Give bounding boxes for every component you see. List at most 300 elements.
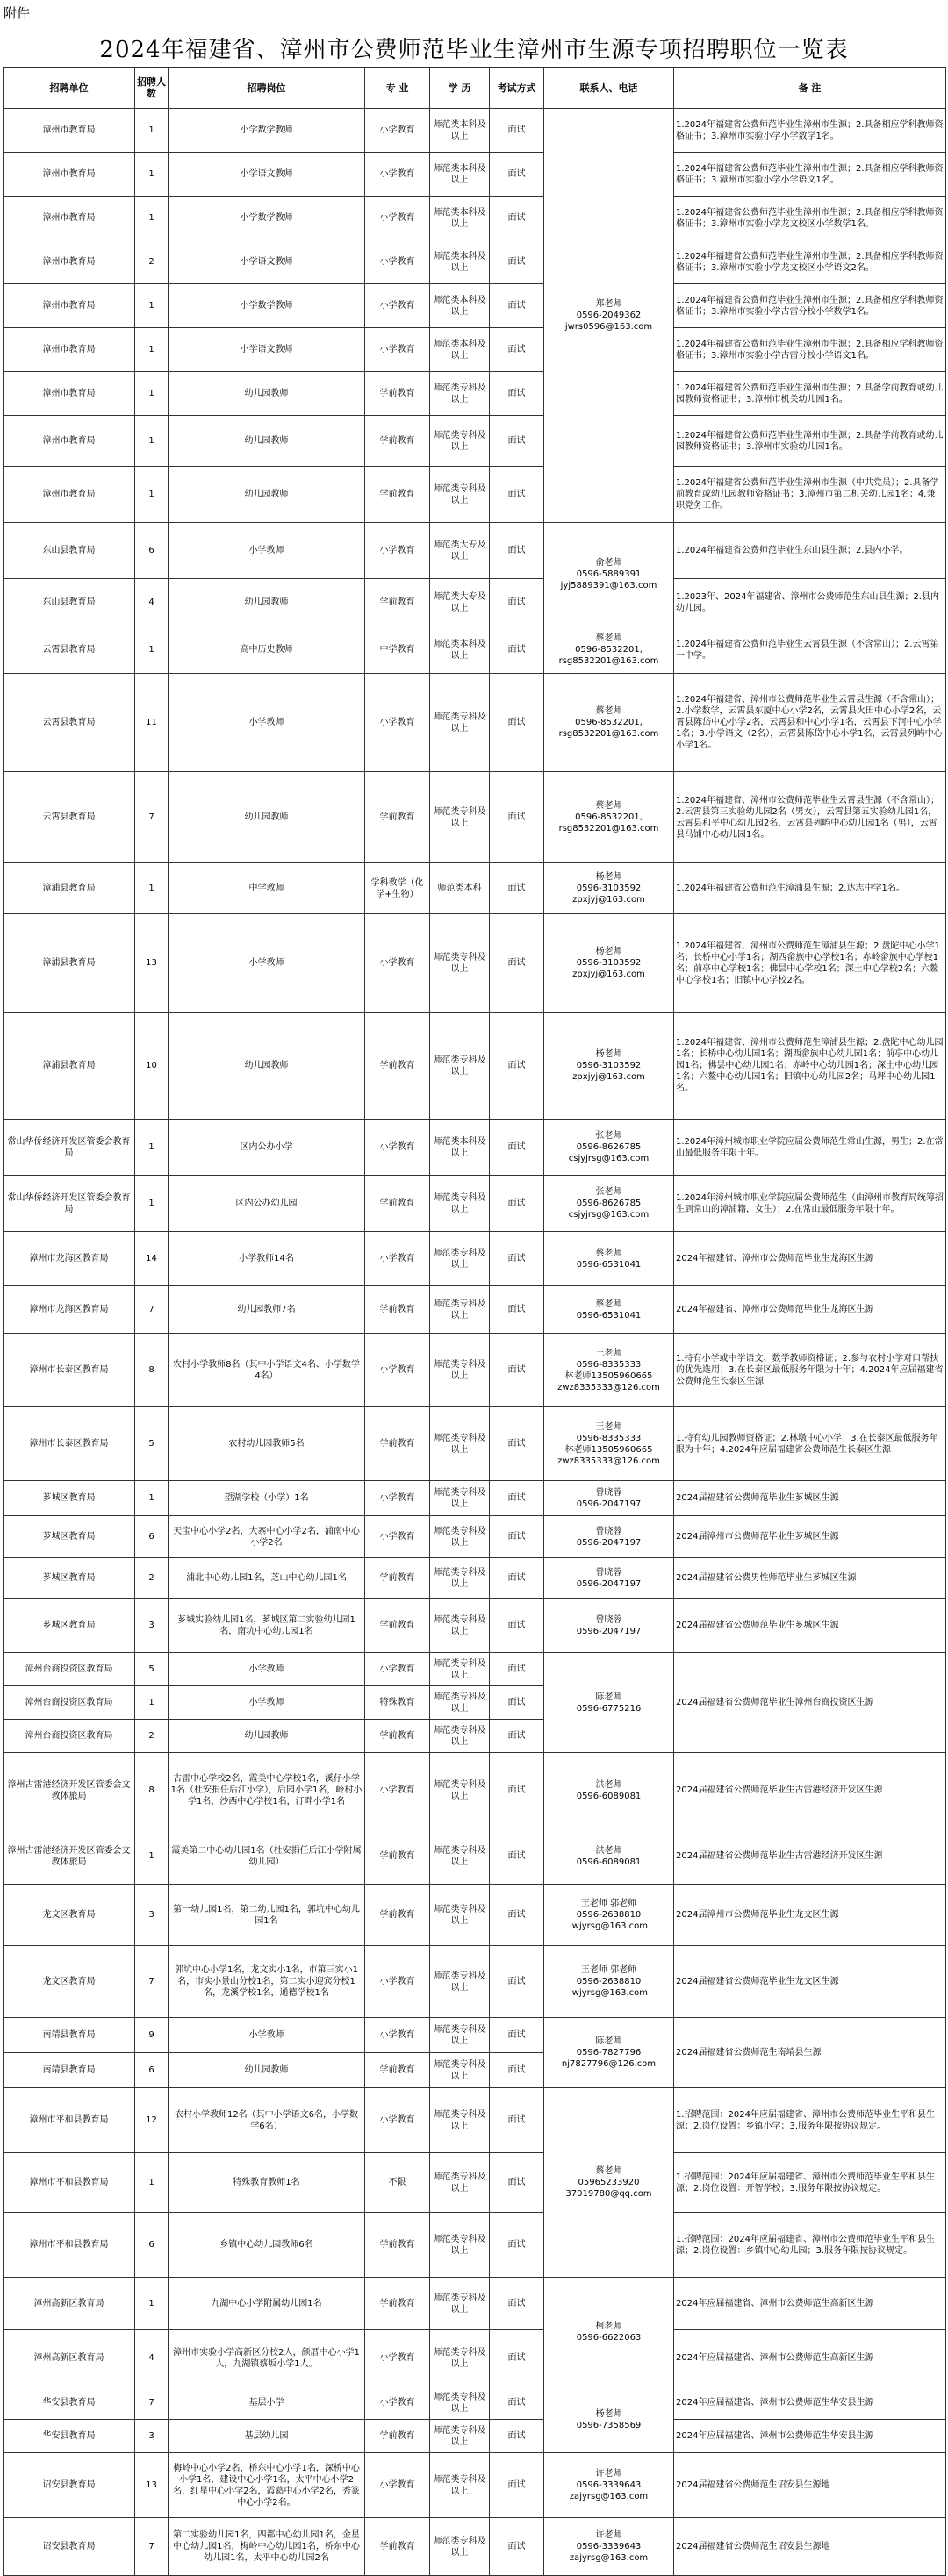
cell-note: 1.持有小学或中学语文、数学教师资格证；2.参与农村小学对口帮扶的优先选用；3.在长泰区最低服务年限为十年；4.2024年应届福建省公费师范生长泰区生源 — [674, 1334, 946, 1407]
cell-unit: 漳州市教育局 — [4, 416, 135, 467]
cell-unit: 漳浦县教育局 — [4, 1013, 135, 1120]
cell-unit: 漳州市教育局 — [4, 109, 135, 153]
cell-education: 师范类专科及以上 — [430, 1753, 490, 1828]
cell-education: 师范类专科及以上 — [430, 2018, 490, 2053]
cell-unit: 漳州市龙海区教育局 — [4, 1286, 135, 1334]
cell-education: 师范类专科及以上 — [430, 416, 490, 467]
cell-contact: 许老师 0596-3339643 zajyrsg@163.com — [544, 2453, 674, 2518]
cell-education: 师范类专科及以上 — [430, 2453, 490, 2518]
cell-note: 1.2024年福建省公费师范毕业生漳州市生源；2.具备相应学科教师资格证书；3.漳州市实验小学古雷分校小学语文1名。 — [674, 328, 946, 372]
cell-unit: 漳州台商投资区教育局 — [4, 1686, 135, 1720]
cell-count: 1 — [135, 153, 169, 197]
cell-note: 1.2024年福建省公费师范毕业生漳州市生源；2.具备相应学科教师资格证书；3.漳州市实验小学小学语文1名。 — [674, 153, 946, 197]
cell-post: 基层幼儿园 — [169, 2420, 365, 2453]
cell-count: 11 — [135, 674, 169, 772]
cell-contact: 俞老师 0596-5889391 jyj5889391@163.com — [544, 523, 674, 626]
cell-major: 小学教育 — [365, 109, 430, 153]
table-row — [4, 240, 946, 284]
table-row — [4, 1232, 946, 1286]
cell-unit: 南靖县教育局 — [4, 2018, 135, 2053]
cell-note: 1.2023年、2024年福建省、漳州市公费师范生东山县生源；2.县内幼儿园。 — [674, 579, 946, 626]
cell-major: 学前教育 — [365, 1407, 430, 1481]
header-exam: 考试方式 — [490, 68, 544, 109]
cell-education: 师范类专科及以上 — [430, 1720, 490, 1753]
cell-education: 师范类本科及以上 — [430, 328, 490, 372]
cell-contact: 王老师 0596-8335333 林老师13505960665 zwz8335333@126.com — [544, 1407, 674, 1481]
cell-contact: 陈老师 0596-7827796 nj7827796@126.com — [544, 2018, 674, 2088]
cell-exam: 面试 — [490, 1720, 544, 1753]
cell-major: 学前教育 — [365, 1286, 430, 1334]
cell-exam: 面试 — [490, 914, 544, 1013]
cell-note: 1.2024年福建省公费师范毕业生漳州市生源（中共党员）；2.具备学前教育或幼儿园教师资格证书；3.漳州市第二机关幼儿园1名；4.兼职党务工作。 — [674, 467, 946, 523]
cell-post: 幼儿园教师 — [169, 772, 365, 863]
cell-note: 2024届福建省公费师范毕业生古雷港经济开发区生源 — [674, 1753, 946, 1828]
cell-education: 师范类专科及以上 — [430, 914, 490, 1013]
cell-count: 1 — [135, 1176, 169, 1232]
cell-education: 师范类本科及以上 — [430, 284, 490, 328]
cell-exam: 面试 — [490, 1516, 544, 1558]
cell-count: 10 — [135, 1013, 169, 1120]
cell-count: 8 — [135, 1334, 169, 1407]
cell-post: 小学数学教师 — [169, 197, 365, 240]
cell-post: 幼儿园教师7名 — [169, 1286, 365, 1334]
cell-unit: 诏安县教育局 — [4, 2518, 135, 2576]
cell-unit: 漳州市长泰区教育局 — [4, 1407, 135, 1481]
cell-exam: 面试 — [490, 109, 544, 153]
cell-note: 2024届福建省公费男性师范毕业生芗城区生源 — [674, 1558, 946, 1599]
table-row — [4, 772, 946, 863]
cell-contact: 曾晓蓉 0596-2047197 — [544, 1516, 674, 1558]
cell-count: 2 — [135, 1720, 169, 1753]
cell-unit: 漳州市教育局 — [4, 153, 135, 197]
cell-post: 幼儿园教师 — [169, 467, 365, 523]
attachment-label: 附件 — [4, 5, 31, 21]
cell-major: 小学教育 — [365, 914, 430, 1013]
cell-education: 师范类专科及以上 — [430, 1828, 490, 1885]
cell-count: 1 — [135, 109, 169, 153]
cell-unit: 华安县教育局 — [4, 2386, 135, 2420]
cell-contact: 王老师 郭老师 0596-2638810 lwjyrsg@163.com — [544, 1946, 674, 2018]
table-row — [4, 579, 946, 626]
cell-education: 师范类专科及以上 — [430, 2088, 490, 2153]
cell-education: 师范类专科及以上 — [430, 1516, 490, 1558]
table-row — [4, 2213, 946, 2278]
table-row — [4, 372, 946, 416]
cell-education: 师范类专科及以上 — [430, 1013, 490, 1120]
cell-post: 浦北中心幼儿园1名，芝山中心幼儿园1名 — [169, 1558, 365, 1599]
cell-exam: 面试 — [490, 416, 544, 467]
cell-count: 13 — [135, 914, 169, 1013]
cell-major: 小学教育 — [365, 674, 430, 772]
cell-exam: 面试 — [490, 1232, 544, 1286]
table-row — [4, 626, 946, 674]
cell-unit: 漳州市平和县教育局 — [4, 2088, 135, 2153]
cell-unit: 云霄县教育局 — [4, 772, 135, 863]
cell-exam: 面试 — [490, 863, 544, 914]
table-row — [4, 153, 946, 197]
cell-note: 2024年应届福建省、漳州市公费师范生华安县生源 — [674, 2386, 946, 2420]
cell-note: 2024届漳州市公费师范毕业生芗城区生源 — [674, 1516, 946, 1558]
table-row — [4, 197, 946, 240]
recruitment-table — [3, 67, 946, 2576]
table-row — [4, 1946, 946, 2018]
cell-exam: 面试 — [490, 2153, 544, 2213]
cell-major: 学前教育 — [365, 2053, 430, 2088]
cell-unit: 漳浦县教育局 — [4, 914, 135, 1013]
cell-major: 小学教育 — [365, 1481, 430, 1516]
cell-count: 1 — [135, 416, 169, 467]
cell-post: 幼儿园教师 — [169, 2053, 365, 2088]
cell-count: 3 — [135, 2420, 169, 2453]
cell-contact: 杨老师 0596-3103592 zpxjyj@163.com — [544, 863, 674, 914]
cell-note: 1.招聘范围：2024年应届福建省、漳州市公费师范毕业生平和县生源；2.岗位设置：开智学校；3.服务年限按协议规定。 — [674, 2153, 946, 2213]
cell-education: 师范类专科及以上 — [430, 1558, 490, 1599]
cell-post: 芗城实验幼儿园1名，芗城区第二实验幼儿园1名，南坑中心幼儿园1名 — [169, 1599, 365, 1653]
cell-major: 学前教育 — [365, 372, 430, 416]
table-row — [4, 1558, 946, 1599]
cell-post: 农村小学教师8名（其中小学语文4名、小学数学4名） — [169, 1334, 365, 1407]
cell-major: 学前教育 — [365, 2420, 430, 2453]
cell-exam: 面试 — [490, 626, 544, 674]
cell-education: 师范类专科及以上 — [430, 2278, 490, 2330]
cell-contact: 蔡老师 0596-6531041 — [544, 1232, 674, 1286]
cell-education: 师范类专科及以上 — [430, 772, 490, 863]
cell-post: 区内公办小学 — [169, 1120, 365, 1176]
cell-exam: 面试 — [490, 579, 544, 626]
cell-education: 师范类本科及以上 — [430, 1120, 490, 1176]
cell-note: 2024届福建省公费师范毕业生龙文区生源 — [674, 1946, 946, 2018]
cell-post: 幼儿园教师 — [169, 579, 365, 626]
cell-note: 1.2024年福建省、漳州市公费师范生漳浦县生源；2.盘陀中心小学1名；长桥中心小学1名；湖西畲族中心学校1名；赤岭畲族中心学校1名；前亭中心学校1名；佛昙中心学校1名；深土中心学校2名；六鳌中心学校1名；旧镇中心学校2名。 — [674, 914, 946, 1013]
cell-post: 小学教师 — [169, 914, 365, 1013]
cell-post: 漳州市实验小学高新区分校2人，颜厝中心小学1人，九湖镇蔡坂小学1人。 — [169, 2330, 365, 2386]
table-row — [4, 674, 946, 772]
cell-major: 学前教育 — [365, 2518, 430, 2576]
cell-major: 学前教育 — [365, 772, 430, 863]
cell-note: 1.招聘范围：2024年应届福建省、漳州市公费师范毕业生平和县生源；2.岗位设置：乡镇中心幼儿园；3.服务年限按协议规定。 — [674, 2213, 946, 2278]
cell-post: 第一幼儿园1名，第二幼儿园1名，郭坑中心幼儿园1名 — [169, 1885, 365, 1946]
cell-contact: 蔡老师 0596-8532201, rsg8532201@163.com — [544, 674, 674, 772]
cell-unit: 漳州市教育局 — [4, 240, 135, 284]
cell-education: 师范类本科及以上 — [430, 626, 490, 674]
cell-contact: 杨老师 0596-3103592 zpxjyj@163.com — [544, 914, 674, 1013]
cell-exam: 面试 — [490, 1120, 544, 1176]
cell-post: 霞美第二中心幼儿园1名（杜安捐任后江小学附属幼儿园） — [169, 1828, 365, 1885]
cell-post: 小学语文教师 — [169, 153, 365, 197]
cell-exam: 面试 — [490, 1013, 544, 1120]
cell-count: 1 — [135, 284, 169, 328]
cell-count: 9 — [135, 2018, 169, 2053]
cell-major: 小学教育 — [365, 1653, 430, 1686]
cell-count: 1 — [135, 863, 169, 914]
cell-contact: 蔡老师 0596-8532201, rsg8532201@163.com — [544, 626, 674, 674]
cell-unit: 芗城区教育局 — [4, 1516, 135, 1558]
cell-unit: 诏安县教育局 — [4, 2453, 135, 2518]
cell-unit: 华安县教育局 — [4, 2420, 135, 2453]
cell-education: 师范类专科及以上 — [430, 2153, 490, 2213]
cell-post: 梅岭中心小学2名，桥东中心小学1名，深桥中心小学1名，建设中心小学1名，太平中心小学2名，红星中心小学2名，霞葛中心小学2名，秀篆中心小学2名。 — [169, 2453, 365, 2518]
cell-count: 1 — [135, 1828, 169, 1885]
cell-major: 小学教育 — [365, 2453, 430, 2518]
table-row — [4, 2330, 946, 2386]
cell-major: 小学教育 — [365, 1120, 430, 1176]
cell-contact: 王老师 郭老师 0596-2638810 lwjyrsg@163.com — [544, 1885, 674, 1946]
cell-exam: 面试 — [490, 2278, 544, 2330]
cell-unit: 云霄县教育局 — [4, 674, 135, 772]
table-row — [4, 1407, 946, 1481]
cell-education: 师范类专科及以上 — [430, 2213, 490, 2278]
cell-exam: 面试 — [490, 2053, 544, 2088]
cell-education: 师范类专科及以上 — [430, 674, 490, 772]
cell-major: 小学教育 — [365, 2386, 430, 2420]
cell-count: 3 — [135, 1599, 169, 1653]
cell-count: 7 — [135, 1286, 169, 1334]
cell-contact: 张老师 0596-8626785 csjyjrsg@163.com — [544, 1120, 674, 1176]
cell-exam: 面试 — [490, 1753, 544, 1828]
cell-count: 5 — [135, 1407, 169, 1481]
cell-post: 小学数学教师 — [169, 109, 365, 153]
cell-education: 师范类专科及以上 — [430, 2420, 490, 2453]
cell-note: 2024届福建省公费师范生诏安县生源地 — [674, 2518, 946, 2576]
table-row — [4, 467, 946, 523]
cell-post: 郭坑中心小学1名，龙文实小1名，市第三实小1名，市实小景山分校1名，第二实小迎宾分校1名，龙溪学校1名，通德学校1名 — [169, 1946, 365, 2018]
cell-education: 师范类本科 — [430, 863, 490, 914]
cell-contact: 蔡老师 0596-6531041 — [544, 1286, 674, 1334]
cell-unit: 常山华侨经济开发区管委会教育局 — [4, 1176, 135, 1232]
cell-education: 师范类专科及以上 — [430, 1334, 490, 1407]
cell-education: 师范类专科及以上 — [430, 1232, 490, 1286]
cell-unit: 常山华侨经济开发区管委会教育局 — [4, 1120, 135, 1176]
cell-education: 师范类专科及以上 — [430, 2518, 490, 2576]
cell-unit: 漳州高新区教育局 — [4, 2278, 135, 2330]
cell-education: 师范类专科及以上 — [430, 467, 490, 523]
cell-count: 13 — [135, 2453, 169, 2518]
cell-count: 1 — [135, 626, 169, 674]
cell-exam: 面试 — [490, 197, 544, 240]
cell-note: 1.2024年福建省、漳州市公费师范毕业生云霄县生源（不含常山）；2.云霄县第三实验幼儿园2名（男女），云霄县第五实验幼儿园1名，云霄县和平中心幼儿园2名，云霄县列屿中心幼儿园1名（男），云霄县马铺中心幼儿园1名。 — [674, 772, 946, 863]
cell-major: 不限 — [365, 2153, 430, 2213]
cell-note: 2024届福建省公费师范毕业生古雷港经济开发区生源 — [674, 1828, 946, 1885]
cell-exam: 面试 — [490, 2018, 544, 2053]
cell-exam: 面试 — [490, 1286, 544, 1334]
cell-count: 14 — [135, 1232, 169, 1286]
cell-unit: 漳州市龙海区教育局 — [4, 1232, 135, 1286]
cell-education: 师范类专科及以上 — [430, 1481, 490, 1516]
cell-note: 1.2024年漳州城市职业学院应届公费师范生常山生源，男生；2.在常山最低服务年限十年。 — [674, 1120, 946, 1176]
cell-note: 2024年福建省、漳州市公费师范毕业生龙海区生源 — [674, 1232, 946, 1286]
table-row — [4, 2153, 946, 2213]
cell-major: 学前教育 — [365, 2213, 430, 2278]
cell-exam: 面试 — [490, 1686, 544, 1720]
cell-contact: 曾晓蓉 0596-2047197 — [544, 1599, 674, 1653]
cell-note: 2024届福建省公费师范生诏安县生源地 — [674, 2453, 946, 2518]
cell-post: 小学教师 — [169, 2018, 365, 2053]
cell-exam: 面试 — [490, 1334, 544, 1407]
cell-unit: 东山县教育局 — [4, 579, 135, 626]
page-title: 2024年福建省、漳州市公费师范毕业生漳州市生源专项招聘职位一览表 — [99, 37, 849, 63]
cell-note: 1.2024年福建省公费师范毕业生漳州市生源；2.具备相应学科教师资格证书；3.漳州市实验小学龙文校区小学语文2名。 — [674, 240, 946, 284]
cell-count: 1 — [135, 2153, 169, 2213]
cell-note: 1.2024年福建省公费师范毕业生漳州市生源；2.具备相应学科教师资格证书；3.漳州市实验小学龙文校区小学数学1名。 — [674, 197, 946, 240]
cell-major: 小学教育 — [365, 240, 430, 284]
cell-major: 特殊教育 — [365, 1686, 430, 1720]
cell-contact: 蔡老师 0596-8532201, rsg8532201@163.com — [544, 772, 674, 863]
cell-major: 学前教育 — [365, 579, 430, 626]
cell-unit: 漳州市教育局 — [4, 467, 135, 523]
cell-contact: 杨老师 0596-7358569 — [544, 2386, 674, 2453]
cell-count: 4 — [135, 2330, 169, 2386]
cell-unit: 漳州市教育局 — [4, 197, 135, 240]
cell-major: 小学教育 — [365, 1753, 430, 1828]
cell-contact: 曾晓蓉 0596-2047197 — [544, 1481, 674, 1516]
cell-unit: 漳州市平和县教育局 — [4, 2213, 135, 2278]
cell-contact: 杨老师 0596-3103592 zpxjyj@163.com — [544, 1013, 674, 1120]
table-row — [4, 1013, 946, 1120]
header-major: 专 业 — [365, 68, 430, 109]
cell-major: 小学教育 — [365, 1516, 430, 1558]
cell-post: 农村幼儿园教师5名 — [169, 1407, 365, 1481]
cell-post: 基层小学 — [169, 2386, 365, 2420]
cell-note: 1.2024年福建省公费师范毕业生云霄县生源（不含常山）；2.云霄第一中学。 — [674, 626, 946, 674]
cell-exam: 面试 — [490, 284, 544, 328]
cell-exam: 面试 — [490, 1946, 544, 2018]
cell-education: 师范类专科及以上 — [430, 1599, 490, 1653]
table-row — [4, 2420, 946, 2453]
cell-exam: 面试 — [490, 2518, 544, 2576]
cell-exam: 面试 — [490, 1481, 544, 1516]
cell-note: 1.2024年福建省公费师范生漳浦县生源；2.达志中学1名。 — [674, 863, 946, 914]
cell-major: 学前教育 — [365, 467, 430, 523]
cell-exam: 面试 — [490, 2453, 544, 2518]
cell-major: 小学教育 — [365, 197, 430, 240]
cell-exam: 面试 — [490, 1407, 544, 1481]
cell-exam: 面试 — [490, 153, 544, 197]
cell-contact: 曾晓蓉 0596-2047197 — [544, 1558, 674, 1599]
cell-count: 1 — [135, 467, 169, 523]
cell-education: 师范类专科及以上 — [430, 1286, 490, 1334]
cell-count: 1 — [135, 1120, 169, 1176]
cell-unit: 芗城区教育局 — [4, 1599, 135, 1653]
table-row — [4, 523, 946, 579]
cell-note: 1.2024年福建省公费师范毕业生漳州市生源；2.具备相应学科教师资格证书；3.漳州市实验小学古雷分校小学数学1名。 — [674, 284, 946, 328]
table-row — [4, 2088, 946, 2153]
table-row — [4, 416, 946, 467]
cell-major: 学前教育 — [365, 1176, 430, 1232]
cell-contact: 许老师 0596-3339643 zajyrsg@163.com — [544, 2518, 674, 2576]
cell-education: 师范类专科及以上 — [430, 372, 490, 416]
table-body — [4, 109, 946, 2576]
cell-post: 第二实验幼儿园1名，四都中心幼儿园1名，金星中心幼儿园1名，梅岭中心幼儿园1名，桥东中心幼儿园1名，太平中心幼儿园2名 — [169, 2518, 365, 2576]
cell-unit: 芗城区教育局 — [4, 1558, 135, 1599]
cell-education: 师范类专科及以上 — [430, 1946, 490, 2018]
cell-unit: 漳州市教育局 — [4, 328, 135, 372]
table-row — [4, 109, 946, 153]
cell-major: 学前教育 — [365, 1828, 430, 1885]
cell-exam: 面试 — [490, 328, 544, 372]
cell-count: 7 — [135, 2518, 169, 2576]
cell-count: 5 — [135, 1653, 169, 1686]
cell-education: 师范类本科及以上 — [430, 153, 490, 197]
cell-education: 师范类本科及以上 — [430, 240, 490, 284]
cell-post: 小学教师 — [169, 1653, 365, 1686]
cell-note: 1.2024年福建省、漳州市公费师范毕业生云霄县生源（不含常山）；2.小学数学，云霄县东厦中心小学2名，云霄县火田中心小学2名，云霄县陈岱中心小学2名，云霄县和中心小学1名，云霄县下河中心小学1名；3.小学语文（2名），云霄县陈岱中心小学1名，云霄县列屿中心小学1名。 — [674, 674, 946, 772]
cell-unit: 龙文区教育局 — [4, 1885, 135, 1946]
cell-education: 师范类本科及以上 — [430, 109, 490, 153]
cell-unit: 漳州台商投资区教育局 — [4, 1720, 135, 1753]
cell-unit: 漳州市教育局 — [4, 372, 135, 416]
table-header-row — [4, 68, 946, 109]
cell-note: 1.2024年福建省公费师范毕业生漳州市生源；2.具备学前教育或幼儿园教师资格证书；3.漳州市实验幼儿园1名。 — [674, 416, 946, 467]
cell-unit: 漳州台商投资区教育局 — [4, 1653, 135, 1686]
cell-major: 学前教育 — [365, 1013, 430, 1120]
cell-education: 师范类专科及以上 — [430, 1653, 490, 1686]
cell-education: 师范类本科及以上 — [430, 197, 490, 240]
cell-contact: 柯老师 0596-6622063 — [544, 2278, 674, 2386]
cell-count: 6 — [135, 523, 169, 579]
cell-contact: 蔡老师 05965233920 37019780@qq.com — [544, 2088, 674, 2278]
header-unit: 招聘单位 — [4, 68, 135, 109]
cell-major: 小学教育 — [365, 1334, 430, 1407]
cell-unit: 龙文区教育局 — [4, 1946, 135, 2018]
cell-education: 师范类专科及以上 — [430, 1885, 490, 1946]
cell-note: 2024届福建省公费师范生南靖县生源 — [674, 2018, 946, 2088]
cell-count: 2 — [135, 240, 169, 284]
header-post: 招聘岗位 — [169, 68, 365, 109]
table-row — [4, 1120, 946, 1176]
cell-note: 1.2024年福建省公费师范毕业生漳州市生源；2.具备学前教育或幼儿园教师资格证书；3.漳州市机关幼儿园1名。 — [674, 372, 946, 416]
cell-contact: 洪老师 0596-6089081 — [544, 1828, 674, 1885]
cell-note: 2024年应届福建省、漳州市公费师范生华安县生源 — [674, 2420, 946, 2453]
cell-major: 小学教育 — [365, 1946, 430, 2018]
cell-count: 7 — [135, 1946, 169, 2018]
cell-major: 学前教育 — [365, 1558, 430, 1599]
cell-major: 小学教育 — [365, 2088, 430, 2153]
table-row — [4, 328, 946, 372]
cell-count: 6 — [135, 2053, 169, 2088]
cell-exam: 面试 — [490, 2386, 544, 2420]
cell-education: 师范类专科及以上 — [430, 1176, 490, 1232]
header-count: 招聘人数 — [135, 68, 169, 109]
cell-unit: 云霄县教育局 — [4, 626, 135, 674]
table-row — [4, 1828, 946, 1885]
cell-major: 小学教育 — [365, 2018, 430, 2053]
table-row — [4, 1599, 946, 1653]
cell-education: 师范类大专及以上 — [430, 523, 490, 579]
cell-exam: 面试 — [490, 240, 544, 284]
cell-note: 2024年应届福建省、漳州市公费师范生高新区生源 — [674, 2330, 946, 2386]
cell-count: 1 — [135, 1481, 169, 1516]
cell-post: 中学教师 — [169, 863, 365, 914]
table-row — [4, 1286, 946, 1334]
header-education: 学 历 — [430, 68, 490, 109]
cell-exam: 面试 — [490, 1653, 544, 1686]
cell-count: 7 — [135, 2386, 169, 2420]
cell-unit: 漳州高新区教育局 — [4, 2330, 135, 2386]
cell-major: 中学教育 — [365, 626, 430, 674]
table-row — [4, 914, 946, 1013]
cell-exam: 面试 — [490, 674, 544, 772]
cell-note: 2024届漳州市公费师范毕业生龙文区生源 — [674, 1885, 946, 1946]
cell-exam: 面试 — [490, 467, 544, 523]
cell-count: 1 — [135, 372, 169, 416]
cell-note: 1.招聘范围：2024年应届福建省、漳州市公费师范毕业生平和县生源；2.岗位设置：乡镇小学；3.服务年限按协议规定。 — [674, 2088, 946, 2153]
table-row — [4, 2386, 946, 2420]
cell-post: 小学教师 — [169, 674, 365, 772]
cell-unit: 漳州古雷港经济开发区管委会文教体旅局 — [4, 1753, 135, 1828]
cell-contact: 王老师 0596-8335333 林老师13505960665 zwz8335333@126.com — [544, 1334, 674, 1407]
cell-unit: 漳州古雷港经济开发区管委会文教体旅局 — [4, 1828, 135, 1885]
cell-count: 1 — [135, 2278, 169, 2330]
